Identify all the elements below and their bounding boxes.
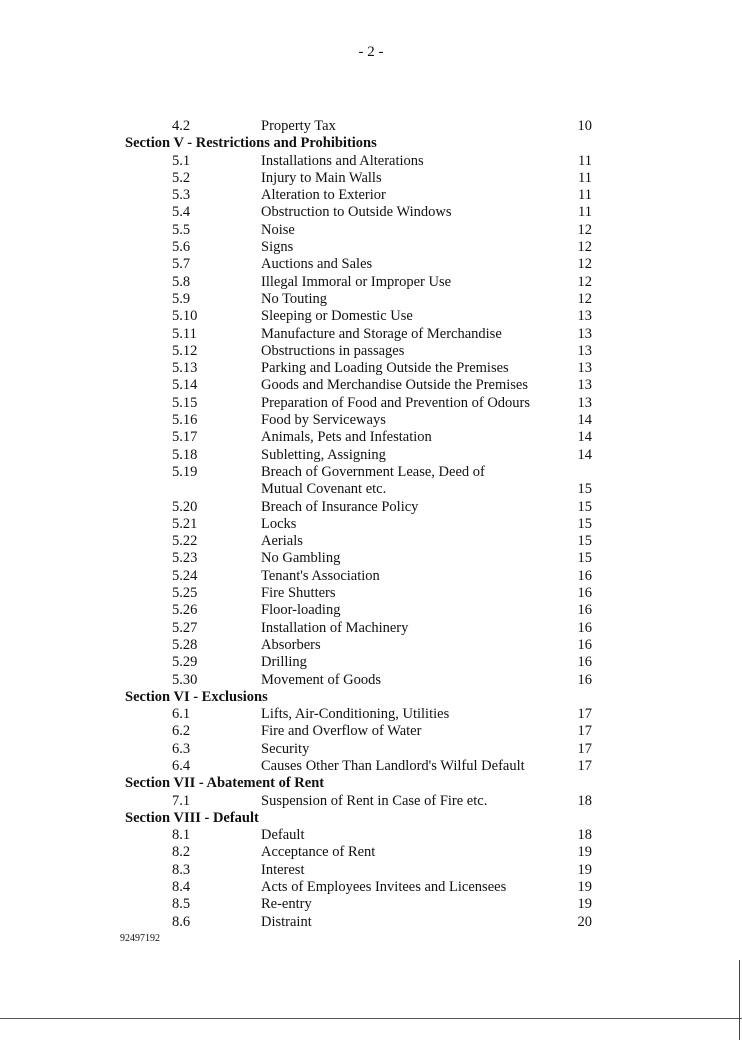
toc-entry bbox=[0, 412, 742, 429]
clause-number: 5.14 bbox=[172, 377, 198, 394]
toc-entry bbox=[0, 602, 742, 619]
page-ref: 16 bbox=[577, 585, 592, 602]
page-ref: 14 bbox=[577, 412, 592, 429]
toc-entry bbox=[0, 879, 742, 896]
clause-title bbox=[261, 464, 561, 499]
clause-number: 5.27 bbox=[172, 619, 198, 636]
toc-entry bbox=[0, 395, 742, 412]
page-ref: 16 bbox=[577, 671, 592, 688]
clause-title: Parking and Loading Outside the Premises bbox=[261, 360, 509, 377]
clause-title: No Gambling bbox=[261, 550, 341, 567]
clause-number: 4.2 bbox=[172, 118, 191, 134]
clause-title: Animals, Pets and Infestation bbox=[261, 429, 432, 446]
clause-title: Acceptance of Rent bbox=[261, 844, 376, 861]
clause-number: 5.8 bbox=[172, 273, 191, 290]
clause-number: 5.20 bbox=[172, 498, 198, 515]
page-ref: 14 bbox=[577, 446, 592, 463]
page-ref: 12 bbox=[577, 239, 592, 256]
clause-number: 6.4 bbox=[172, 757, 191, 774]
clause-title: Absorbers bbox=[261, 636, 321, 653]
clause-number: 8.4 bbox=[172, 879, 191, 896]
toc-entry bbox=[0, 896, 742, 913]
toc-section-heading bbox=[0, 810, 742, 827]
toc-entry bbox=[0, 291, 742, 308]
page-ref: 19 bbox=[577, 896, 592, 913]
page-ref: 13 bbox=[577, 394, 592, 411]
bottom-rule bbox=[0, 1018, 742, 1019]
clause-number: 5.17 bbox=[172, 429, 198, 446]
toc-entry bbox=[0, 239, 742, 256]
toc-entry bbox=[0, 187, 742, 204]
toc-entry bbox=[0, 914, 742, 931]
clause-title: Goods and Merchandise Outside the Premises bbox=[261, 377, 528, 394]
clause-number: 5.15 bbox=[172, 394, 198, 411]
clause-number: 8.6 bbox=[172, 913, 191, 930]
toc-entry bbox=[0, 326, 742, 343]
clause-number: 5.18 bbox=[172, 446, 198, 463]
clause-title: Drilling bbox=[261, 654, 307, 671]
toc-entry bbox=[0, 256, 742, 273]
toc-entry bbox=[0, 585, 742, 602]
toc-entry bbox=[0, 343, 742, 360]
clause-title: Interest bbox=[261, 861, 305, 878]
clause-title: Noise bbox=[261, 221, 295, 238]
page-ref: 17 bbox=[577, 706, 592, 723]
clause-title: Auctions and Sales bbox=[261, 256, 373, 273]
page-ref: 13 bbox=[577, 308, 592, 325]
toc-entry bbox=[0, 499, 742, 516]
clause-title: Aerials bbox=[261, 533, 303, 550]
page-ref: 13 bbox=[577, 325, 592, 342]
toc-entry bbox=[0, 758, 742, 775]
clause-number: 5.21 bbox=[172, 515, 198, 532]
clause-title: Movement of Goods bbox=[261, 671, 382, 688]
clause-number: 8.1 bbox=[172, 827, 191, 844]
clause-number: 5.11 bbox=[172, 325, 197, 342]
page-ref: 13 bbox=[577, 360, 592, 377]
page-ref: 16 bbox=[577, 567, 592, 584]
section-title: Section VI - Exclusions bbox=[125, 688, 268, 705]
page-ref: 18 bbox=[577, 792, 592, 809]
clause-number: 6.3 bbox=[172, 740, 191, 757]
clause-title: Distraint bbox=[261, 913, 312, 930]
toc-entry bbox=[0, 222, 742, 239]
page-ref: 12 bbox=[577, 290, 592, 307]
clause-title: Acts of Employees Invitees and Licensees bbox=[261, 879, 507, 896]
page-ref: 17 bbox=[577, 757, 592, 774]
clause-number: 5.5 bbox=[172, 221, 191, 238]
page-ref: 19 bbox=[577, 844, 592, 861]
clause-number: 5.2 bbox=[172, 169, 191, 186]
page-ref: 12 bbox=[577, 273, 592, 290]
clause-number: 5.29 bbox=[172, 654, 198, 671]
clause-title: Preparation of Food and Prevention of Odours bbox=[261, 394, 531, 411]
toc-entry bbox=[0, 568, 742, 585]
page-ref: 15 bbox=[577, 498, 592, 515]
clause-title: No Touting bbox=[261, 290, 327, 307]
page-ref: 19 bbox=[577, 861, 592, 878]
clause-title: Installations and Alterations bbox=[261, 152, 424, 169]
clause-number: 5.25 bbox=[172, 585, 198, 602]
toc-entry bbox=[0, 429, 742, 446]
clause-number: 7.1 bbox=[172, 792, 191, 809]
clause-number: 8.5 bbox=[172, 896, 191, 913]
table-of-contents bbox=[0, 118, 742, 931]
page-ref: 11 bbox=[578, 169, 592, 186]
page-ref: 10 bbox=[577, 118, 592, 134]
page-number: - 2 - bbox=[358, 44, 384, 60]
clause-title: Lifts, Air-Conditioning, Utilities bbox=[261, 706, 450, 723]
page-ref: 16 bbox=[577, 636, 592, 653]
clause-title: Illegal Immoral or Improper Use bbox=[261, 273, 452, 290]
clause-title: Signs bbox=[261, 239, 294, 256]
clause-title: Causes Other Than Landlord's Wilful Default bbox=[261, 757, 525, 774]
clause-number: 5.9 bbox=[172, 290, 191, 307]
page-ref: 16 bbox=[577, 619, 592, 636]
clause-title: Default bbox=[261, 827, 305, 844]
toc-entry bbox=[0, 308, 742, 325]
clause-title: Food by Serviceways bbox=[261, 412, 386, 429]
page-ref: 15 bbox=[577, 515, 592, 532]
clause-title: Obstruction to Outside Windows bbox=[261, 204, 452, 221]
clause-number: 5.19 bbox=[172, 463, 198, 480]
clause-number: 5.1 bbox=[172, 152, 191, 169]
page-ref: 13 bbox=[577, 342, 592, 359]
toc-section-heading bbox=[0, 135, 742, 152]
page-ref: 14 bbox=[577, 429, 592, 446]
clause-title: Security bbox=[261, 740, 310, 757]
page-ref: 19 bbox=[577, 879, 592, 896]
section-title: Section VIII - Default bbox=[125, 809, 259, 826]
page-ref: 11 bbox=[578, 152, 592, 169]
clause-number: 5.30 bbox=[172, 671, 198, 688]
clause-title: Sleeping or Domestic Use bbox=[261, 308, 413, 325]
clause-title: Subletting, Assigning bbox=[261, 446, 386, 463]
toc-entry bbox=[0, 723, 742, 740]
page-ref: 11 bbox=[578, 187, 592, 204]
toc-entry bbox=[0, 464, 742, 499]
toc-entry bbox=[0, 360, 742, 377]
toc-entry bbox=[0, 377, 742, 394]
clause-number: 6.2 bbox=[172, 723, 191, 740]
clause-title: Suspension of Rent in Case of Fire etc. bbox=[261, 792, 488, 809]
page-ref: 17 bbox=[577, 740, 592, 757]
page-edge-mark bbox=[739, 960, 740, 1040]
toc-entry bbox=[0, 827, 742, 844]
page-ref: 11 bbox=[578, 204, 592, 221]
clause-title: Breach of Insurance Policy bbox=[261, 498, 419, 515]
clause-number: 5.28 bbox=[172, 636, 198, 653]
clause-title: Injury to Main Walls bbox=[261, 169, 382, 186]
toc-entry bbox=[0, 204, 742, 221]
clause-number: 5.22 bbox=[172, 533, 198, 550]
toc-section-heading bbox=[0, 689, 742, 706]
clause-number: 5.26 bbox=[172, 602, 198, 619]
page-ref: 12 bbox=[577, 256, 592, 273]
clause-number: 5.4 bbox=[172, 204, 191, 221]
toc-entry bbox=[0, 274, 742, 291]
clause-title: Property Tax bbox=[261, 118, 336, 134]
section-title: Section VII - Abatement of Rent bbox=[125, 775, 325, 792]
clause-title: Manufacture and Storage of Merchandise bbox=[261, 325, 502, 342]
page-ref: 15 bbox=[577, 533, 592, 550]
clause-title: Tenant's Association bbox=[261, 567, 380, 584]
clause-number: 5.13 bbox=[172, 360, 198, 377]
document-id: 92497192 bbox=[120, 933, 160, 944]
page-ref: 13 bbox=[577, 377, 592, 394]
toc-entry bbox=[0, 153, 742, 170]
toc-entry bbox=[0, 170, 742, 187]
toc-entry bbox=[0, 654, 742, 671]
clause-number: 8.2 bbox=[172, 844, 191, 861]
clause-number: 5.12 bbox=[172, 342, 198, 359]
clause-title: Installation of Machinery bbox=[261, 619, 409, 636]
clause-title: Alteration to Exterior bbox=[261, 187, 386, 204]
page-ref: 12 bbox=[577, 221, 592, 238]
clause-number: 5.3 bbox=[172, 187, 191, 204]
clause-title: Floor-loading bbox=[261, 602, 341, 619]
clause-title: Locks bbox=[261, 515, 297, 532]
toc-entry bbox=[0, 793, 742, 810]
clause-title-line: Breach of Government Lease, Deed of bbox=[261, 463, 485, 480]
clause-title: Fire and Overflow of Water bbox=[261, 723, 422, 740]
clause-title: Obstructions in passages bbox=[261, 342, 405, 359]
toc-entry bbox=[0, 550, 742, 567]
toc-entry bbox=[0, 118, 742, 135]
clause-number: 5.10 bbox=[172, 308, 198, 325]
toc-entry bbox=[0, 862, 742, 879]
clause-number: 6.1 bbox=[172, 706, 191, 723]
toc-entry bbox=[0, 516, 742, 533]
page-ref: 15 bbox=[577, 481, 592, 498]
toc-entry bbox=[0, 844, 742, 861]
toc-entry bbox=[0, 620, 742, 637]
clause-number: 8.3 bbox=[172, 861, 191, 878]
toc-entry bbox=[0, 672, 742, 689]
clause-number: 5.23 bbox=[172, 550, 198, 567]
page-ref: 17 bbox=[577, 723, 592, 740]
section-title: Section V - Restrictions and Prohibitions bbox=[125, 135, 377, 152]
clause-number: 5.6 bbox=[172, 239, 191, 256]
clause-number: 5.7 bbox=[172, 256, 191, 273]
page-ref: 18 bbox=[577, 827, 592, 844]
page-ref: 20 bbox=[577, 913, 592, 930]
page-ref: 16 bbox=[577, 654, 592, 671]
toc-entry bbox=[0, 533, 742, 550]
clause-title: Re-entry bbox=[261, 896, 312, 913]
toc-section-heading bbox=[0, 775, 742, 792]
clause-number: 5.24 bbox=[172, 567, 198, 584]
toc-entry bbox=[0, 741, 742, 758]
clause-title: Fire Shutters bbox=[261, 585, 336, 602]
toc-entry bbox=[0, 447, 742, 464]
toc-entry bbox=[0, 637, 742, 654]
clause-title-line: Mutual Covenant etc. bbox=[261, 481, 387, 498]
toc-entry bbox=[0, 706, 742, 723]
clause-number: 5.16 bbox=[172, 412, 198, 429]
page-ref: 16 bbox=[577, 602, 592, 619]
page-ref: 15 bbox=[577, 550, 592, 567]
